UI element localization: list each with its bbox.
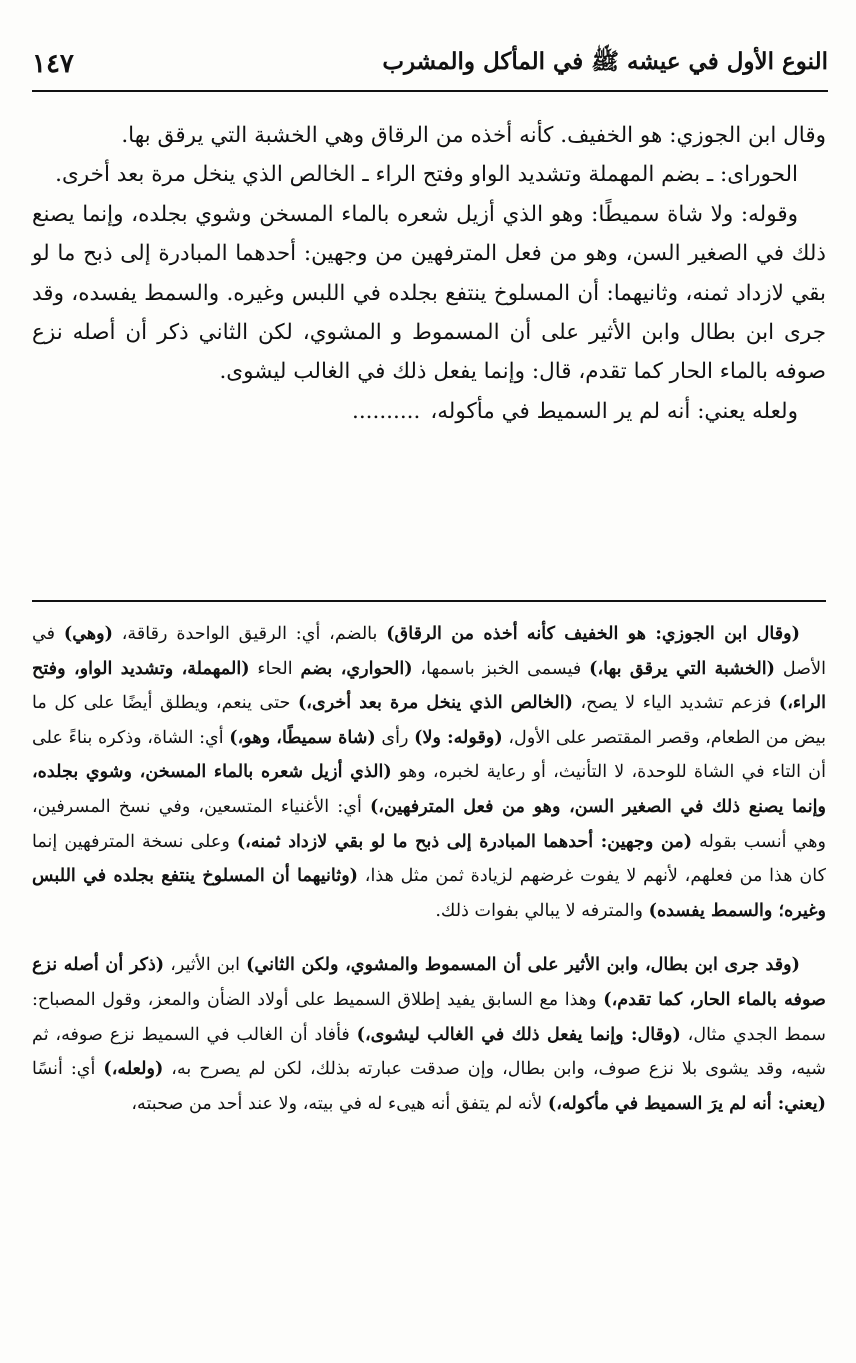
running-title: النوع الأول في عيشه ﷺ في المأكل والمشرب (382, 48, 828, 75)
main-text-paragraph: وقال ابن الجوزي: هو الخفيف. كأنه أخذه من الرقاق وهي الخشبة التي يرقق بها. (121, 123, 826, 148)
ellipsis-dots: .......... (352, 398, 421, 424)
quoted-matn-segment: (الذي أزيل شعره بالماء المسخن، وشوي بجلده، وإنما يصنع ذلك في الصغير السن، وهو من فعل المترفهين،) (32, 761, 826, 817)
commentary-segment: لأنه لم يتفق أنه هيىء له في بيته، ولا عند أحد من صحبته، (131, 1093, 548, 1114)
quoted-matn-segment: (وثانيهما أن المسلوخ ينتفع بجلده في اللبس وغيره؛ والسمط يفسده) (32, 865, 826, 921)
page-header (32, 38, 828, 92)
quoted-matn-segment: (ولعله،) (103, 1058, 164, 1080)
commentary-paragraph (32, 948, 826, 1121)
main-text (32, 116, 826, 431)
commentary-segment: وهذا مع السابق يفيد إطلاق السميط على أولاد الضأن والمعز، وقول المصباح: سمط الجدي مثال، (32, 989, 826, 1045)
main-text-paragraph (32, 392, 826, 431)
main-text-paragraph: وقوله: ولا شاة سميطًا: وهو الذي أزيل شعره بالماء المسخن وشوي بجلده، وإنما يصنع ذلك في الصغير السن، وهو من فعل المترفهين من وجهين: أحدهما المبادرة إلى ذبح ما لو بقي لازداد ثمنه، وثانيهما: أن المسلوخ ينتفع بجلده في اللبس وغيره. والسمط يفسده، وقد جرى ابن بطال وابن الأثير على أن المسموط و المشوي، لكن الثاني ذكر أن أصله نزع صوفه بالماء الحار كما تقدم، قال: وإنما يفعل ذلك في الغالب ليشوى. (32, 201, 826, 385)
quoted-matn-segment: (وقوله: ولا) (414, 726, 503, 748)
quoted-matn-segment: (المهملة، وتشديد الواو، وفتح الراء،) (32, 657, 826, 714)
commentary-segment: بالضم، أي: الرقيق الواحدة رقاقة، (112, 624, 387, 644)
commentary-segment: وعلى نسخة المترفهين إنما كان هذا من فعلهم، لأنهم لا يفوت غرضهم لزيادة ثمن مثل هذا، (32, 831, 826, 887)
quoted-matn-segment: (وقد جرى ابن بطال، وابن الأثير على أن المسموط والمشوي، ولكن الثاني) (246, 954, 800, 976)
main-text-last-line: ولعله يعني: أنه لم ير السميط في مأكوله، (430, 398, 798, 424)
separator-rule (32, 600, 826, 602)
commentary-segment: فأفاد أن الغالب في السميط نزع صوفه، ثم شيه، وقد يشوى بلا نزع صوف، وابن بطال، وإن صدقت عبارته بذلك، لكن لم يصرح به، (32, 1024, 826, 1080)
quoted-matn-segment: (ذكر أن أصله نزع صوفه بالماء الحار، كما تقدم،) (32, 954, 826, 1010)
commentary-segment: أي: الشاة، وذكره بناءً على أن التاء في الشاة للوحدة، لا التأنيث، أو رعاية لخبره، وهو (32, 727, 826, 783)
commentary-segment: أي: الأغنياء المتسعين، وفي نسخ المسرفين، وهي أنسب بقوله (32, 796, 826, 852)
quoted-matn-segment: (الحواري، بضم (300, 657, 413, 679)
quoted-matn-segment: (شاة سميطًا، وهو،) (229, 726, 376, 748)
commentary-segment: حتى ينعم، ويطلق أيضًا على كل ما بيض من الطعام، وقصر المقتصر على الأول، (32, 693, 826, 748)
quoted-matn-segment: (من وجهين: أحدهما المبادرة إلى ذبح ما لو بقي لازداد ثمنه،) (236, 830, 693, 852)
commentary-segment: أي: أنسًا (32, 1059, 104, 1080)
commentary-paragraph (32, 617, 826, 928)
quoted-matn-segment: (وقال ابن الجوزي: هو الخفيف كأنه أخذه من الرقاق) (386, 623, 800, 644)
quoted-matn-segment: (يعني: أنه لم يرَ السميط في مأكوله،) (547, 1092, 826, 1114)
quoted-matn-segment: (وهي) (63, 623, 113, 644)
commentary-text (32, 617, 826, 1121)
quoted-matn-segment: (وقال: وإنما يفعل ذلك في الغالب ليشوى،) (356, 1023, 681, 1045)
commentary-segment: فيسمى الخبز باسمها، (412, 658, 590, 679)
commentary-segment: في الأصل (32, 624, 827, 679)
commentary-segment: ابن الأثير، (164, 955, 247, 976)
quoted-matn-segment: (الخشبة التي يرقق بها،) (589, 657, 775, 679)
commentary-segment: الحاء (249, 658, 301, 679)
page-number: ١٤٧ (32, 49, 74, 79)
commentary-segment: فزعم تشديد الياء لا يصح، (572, 693, 779, 714)
commentary-segment: رأى (375, 727, 415, 748)
commentary-segment: والمترفه لا يبالي بفوات ذلك. (435, 900, 649, 921)
main-text-paragraph: الحوراى: ـ بضم المهملة وتشديد الواو وفتح الراء ـ الخالص الذي ينخل مرة بعد أخرى. (55, 162, 798, 188)
quoted-matn-segment: (الخالص الذي ينخل مرة بعد أخرى،) (297, 692, 573, 714)
